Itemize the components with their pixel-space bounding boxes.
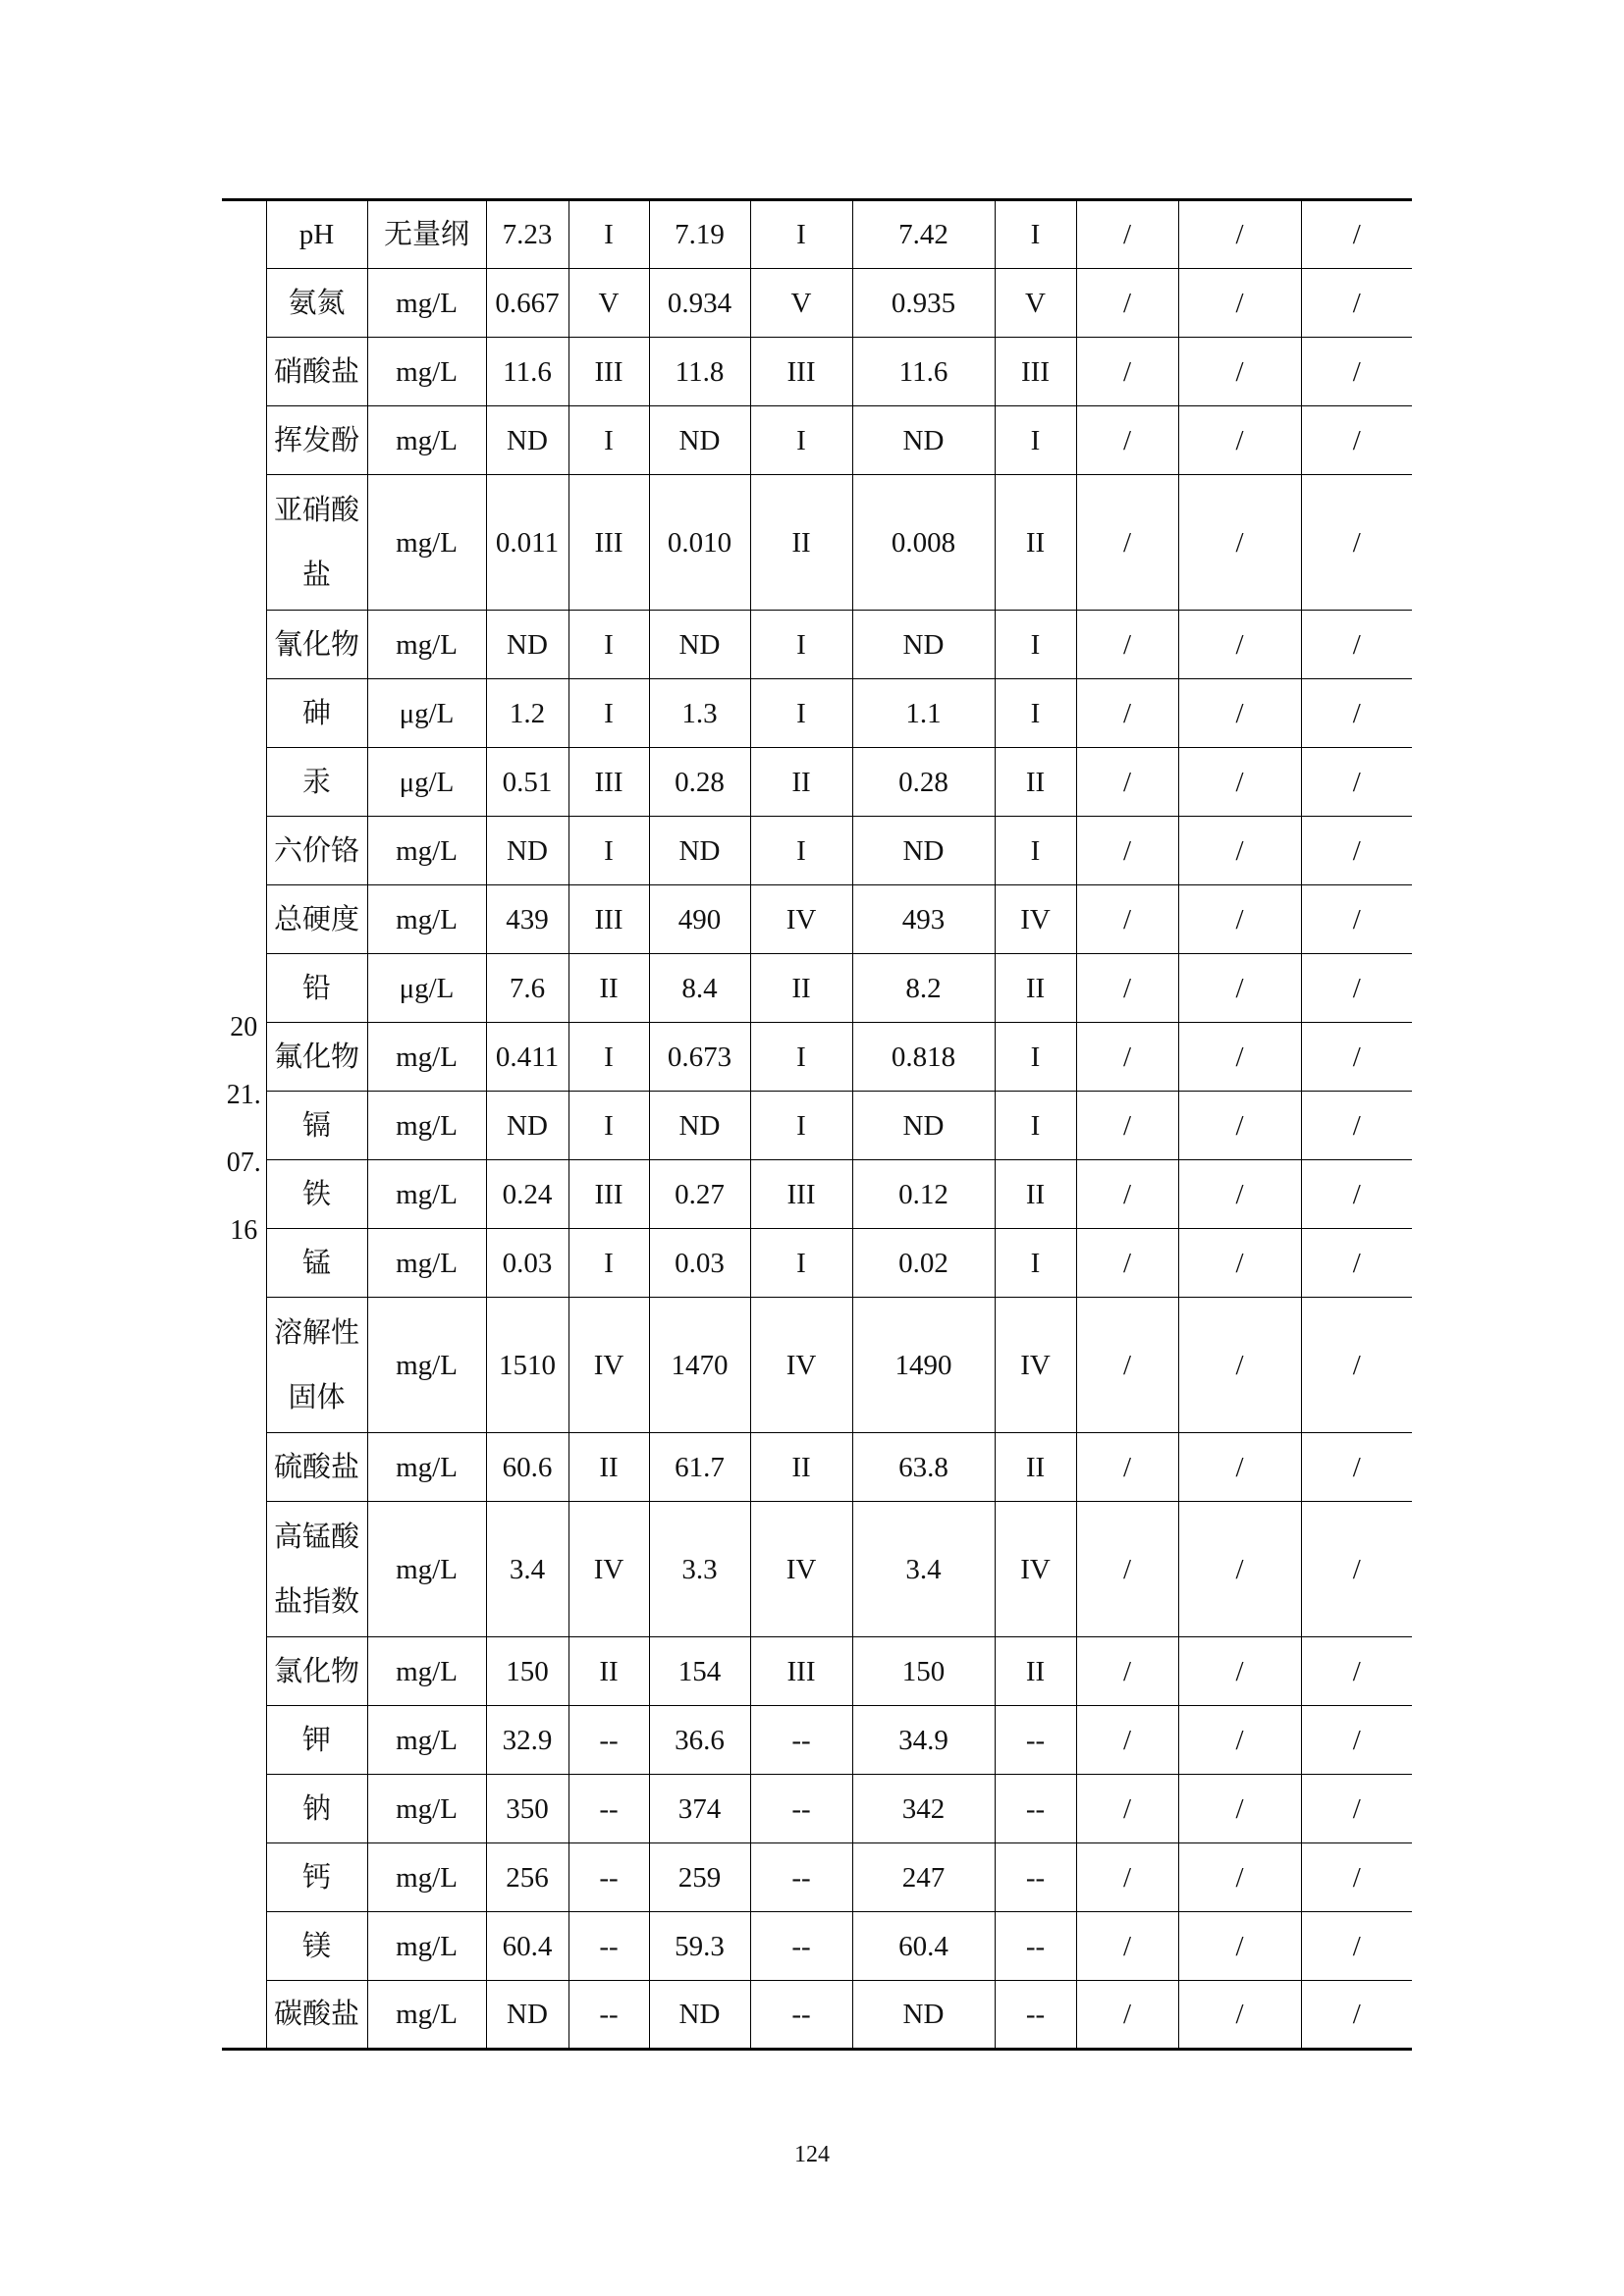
- class-cell: I: [750, 1092, 852, 1160]
- parameter-cell: 钙: [266, 1843, 367, 1912]
- unit-cell: mg/L: [367, 1433, 486, 1502]
- value-cell: ND: [852, 1092, 995, 1160]
- value-cell: 59.3: [649, 1912, 750, 1981]
- empty-cell: /: [1076, 748, 1178, 817]
- parameter-cell: 亚硝酸 盐: [266, 475, 367, 611]
- unit-cell: mg/L: [367, 1298, 486, 1433]
- unit-cell: mg/L: [367, 1775, 486, 1843]
- empty-cell: /: [1076, 1981, 1178, 2050]
- value-cell: 1.2: [486, 679, 568, 748]
- value-cell: ND: [486, 1981, 568, 2050]
- value-cell: 439: [486, 885, 568, 954]
- empty-cell: /: [1076, 885, 1178, 954]
- value-cell: ND: [486, 611, 568, 679]
- table-row: [222, 885, 1412, 954]
- value-cell: 0.011: [486, 475, 568, 611]
- table-row: [222, 1637, 1412, 1706]
- unit-cell: mg/L: [367, 611, 486, 679]
- class-cell: II: [750, 954, 852, 1023]
- empty-cell: /: [1301, 1912, 1412, 1981]
- value-cell: 11.6: [486, 338, 568, 406]
- value-cell: 61.7: [649, 1433, 750, 1502]
- class-cell: II: [568, 954, 649, 1023]
- value-cell: ND: [486, 1092, 568, 1160]
- value-cell: ND: [649, 1092, 750, 1160]
- value-cell: 0.24: [486, 1160, 568, 1229]
- value-cell: 60.6: [486, 1433, 568, 1502]
- value-cell: 32.9: [486, 1706, 568, 1775]
- class-cell: --: [995, 1843, 1076, 1912]
- table-row: [222, 338, 1412, 406]
- value-cell: 1490: [852, 1298, 995, 1433]
- class-cell: III: [750, 1160, 852, 1229]
- sampling-date-cell: [222, 200, 266, 2050]
- value-cell: 0.02: [852, 1229, 995, 1298]
- empty-cell: /: [1178, 1160, 1301, 1229]
- class-cell: IV: [995, 885, 1076, 954]
- value-cell: ND: [649, 817, 750, 885]
- empty-cell: /: [1178, 1298, 1301, 1433]
- unit-cell: mg/L: [367, 406, 486, 475]
- value-cell: 0.27: [649, 1160, 750, 1229]
- page-number: 124: [794, 2142, 830, 2167]
- table-row: [222, 1775, 1412, 1843]
- class-cell: I: [568, 406, 649, 475]
- empty-cell: /: [1076, 1092, 1178, 1160]
- empty-cell: /: [1076, 954, 1178, 1023]
- class-cell: I: [995, 817, 1076, 885]
- empty-cell: /: [1076, 1160, 1178, 1229]
- empty-cell: /: [1076, 269, 1178, 338]
- value-cell: ND: [852, 817, 995, 885]
- unit-cell: mg/L: [367, 885, 486, 954]
- value-cell: 0.673: [649, 1023, 750, 1092]
- unit-cell: mg/L: [367, 1023, 486, 1092]
- class-cell: IV: [750, 885, 852, 954]
- empty-cell: /: [1076, 1023, 1178, 1092]
- empty-cell: /: [1178, 1502, 1301, 1637]
- class-cell: III: [568, 885, 649, 954]
- unit-cell: μg/L: [367, 748, 486, 817]
- table-row: [222, 1160, 1412, 1229]
- empty-cell: /: [1178, 1775, 1301, 1843]
- table-row: [222, 1229, 1412, 1298]
- empty-cell: /: [1301, 200, 1412, 269]
- parameter-cell: 硝酸盐: [266, 338, 367, 406]
- class-cell: IV: [995, 1298, 1076, 1433]
- empty-cell: /: [1301, 1775, 1412, 1843]
- unit-cell: mg/L: [367, 1229, 486, 1298]
- class-cell: --: [750, 1843, 852, 1912]
- class-cell: I: [568, 200, 649, 269]
- class-cell: I: [750, 406, 852, 475]
- empty-cell: /: [1301, 1706, 1412, 1775]
- class-cell: --: [568, 1843, 649, 1912]
- value-cell: 0.03: [486, 1229, 568, 1298]
- empty-cell: /: [1076, 1843, 1178, 1912]
- unit-cell: mg/L: [367, 1981, 486, 2050]
- value-cell: 7.42: [852, 200, 995, 269]
- parameter-cell: 氨氮: [266, 269, 367, 338]
- value-cell: 11.8: [649, 338, 750, 406]
- class-cell: I: [995, 611, 1076, 679]
- empty-cell: /: [1301, 269, 1412, 338]
- class-cell: --: [995, 1775, 1076, 1843]
- value-cell: 0.935: [852, 269, 995, 338]
- value-cell: 60.4: [852, 1912, 995, 1981]
- empty-cell: /: [1076, 1637, 1178, 1706]
- value-cell: 1510: [486, 1298, 568, 1433]
- class-cell: III: [995, 338, 1076, 406]
- value-cell: 0.934: [649, 269, 750, 338]
- empty-cell: /: [1076, 611, 1178, 679]
- class-cell: --: [750, 1706, 852, 1775]
- value-cell: 0.411: [486, 1023, 568, 1092]
- class-cell: I: [750, 1229, 852, 1298]
- empty-cell: /: [1178, 1843, 1301, 1912]
- empty-cell: /: [1178, 611, 1301, 679]
- water-quality-table: [222, 198, 1412, 2051]
- value-cell: 0.008: [852, 475, 995, 611]
- class-cell: II: [750, 1433, 852, 1502]
- value-cell: 1.3: [649, 679, 750, 748]
- class-cell: IV: [750, 1502, 852, 1637]
- class-cell: II: [995, 748, 1076, 817]
- class-cell: V: [568, 269, 649, 338]
- class-cell: --: [750, 1912, 852, 1981]
- class-cell: III: [750, 1637, 852, 1706]
- empty-cell: /: [1076, 1229, 1178, 1298]
- class-cell: II: [995, 954, 1076, 1023]
- table-row: [222, 1433, 1412, 1502]
- parameter-cell: 锰: [266, 1229, 367, 1298]
- empty-cell: /: [1301, 748, 1412, 817]
- class-cell: I: [568, 817, 649, 885]
- table-row: [222, 1502, 1412, 1637]
- empty-cell: /: [1301, 954, 1412, 1023]
- empty-cell: /: [1178, 817, 1301, 885]
- parameter-cell: 铅: [266, 954, 367, 1023]
- class-cell: II: [995, 1160, 1076, 1229]
- empty-cell: /: [1076, 1912, 1178, 1981]
- value-cell: 259: [649, 1843, 750, 1912]
- class-cell: I: [995, 1023, 1076, 1092]
- value-cell: ND: [649, 611, 750, 679]
- value-cell: 3.4: [486, 1502, 568, 1637]
- table-row: [222, 611, 1412, 679]
- value-cell: 256: [486, 1843, 568, 1912]
- parameter-cell: 六价铬: [266, 817, 367, 885]
- parameter-cell: 钾: [266, 1706, 367, 1775]
- empty-cell: /: [1076, 1706, 1178, 1775]
- table-row: [222, 1298, 1412, 1433]
- table-row: [222, 1092, 1412, 1160]
- unit-cell: mg/L: [367, 1637, 486, 1706]
- parameter-cell: 溶解性 固体: [266, 1298, 367, 1433]
- value-cell: 342: [852, 1775, 995, 1843]
- unit-cell: mg/L: [367, 1912, 486, 1981]
- class-cell: I: [568, 1023, 649, 1092]
- value-cell: 60.4: [486, 1912, 568, 1981]
- table-row: [222, 1843, 1412, 1912]
- parameter-cell: 氟化物: [266, 1023, 367, 1092]
- unit-cell: mg/L: [367, 1092, 486, 1160]
- sampling-date-line: 21.: [226, 1079, 261, 1110]
- empty-cell: /: [1301, 1229, 1412, 1298]
- value-cell: 1470: [649, 1298, 750, 1433]
- class-cell: II: [995, 1433, 1076, 1502]
- value-cell: ND: [649, 1981, 750, 2050]
- class-cell: II: [995, 1637, 1076, 1706]
- class-cell: IV: [568, 1298, 649, 1433]
- empty-cell: /: [1178, 1229, 1301, 1298]
- class-cell: IV: [750, 1298, 852, 1433]
- empty-cell: /: [1301, 679, 1412, 748]
- sampling-date-line: 20: [230, 1011, 258, 1042]
- empty-cell: /: [1301, 1160, 1412, 1229]
- empty-cell: /: [1301, 885, 1412, 954]
- class-cell: --: [995, 1912, 1076, 1981]
- empty-cell: /: [1301, 406, 1412, 475]
- empty-cell: /: [1178, 1912, 1301, 1981]
- parameter-cell: 汞: [266, 748, 367, 817]
- class-cell: III: [568, 475, 649, 611]
- value-cell: ND: [649, 406, 750, 475]
- class-cell: I: [568, 611, 649, 679]
- unit-cell: mg/L: [367, 338, 486, 406]
- empty-cell: /: [1076, 1502, 1178, 1637]
- sampling-date-line: 07.: [226, 1147, 261, 1178]
- value-cell: 7.6: [486, 954, 568, 1023]
- empty-cell: /: [1178, 1637, 1301, 1706]
- table-row: [222, 475, 1412, 611]
- empty-cell: /: [1178, 885, 1301, 954]
- class-cell: II: [568, 1433, 649, 1502]
- empty-cell: /: [1178, 954, 1301, 1023]
- class-cell: III: [750, 338, 852, 406]
- class-cell: I: [750, 817, 852, 885]
- value-cell: 36.6: [649, 1706, 750, 1775]
- unit-cell: 无量纲: [367, 200, 486, 269]
- unit-cell: mg/L: [367, 1843, 486, 1912]
- class-cell: IV: [995, 1502, 1076, 1637]
- value-cell: 3.4: [852, 1502, 995, 1637]
- class-cell: I: [995, 1092, 1076, 1160]
- table-row: [222, 1023, 1412, 1092]
- parameter-cell: 高锰酸 盐指数: [266, 1502, 367, 1637]
- class-cell: --: [568, 1706, 649, 1775]
- parameter-cell: 镁: [266, 1912, 367, 1981]
- value-cell: 0.667: [486, 269, 568, 338]
- table-row: [222, 269, 1412, 338]
- empty-cell: /: [1178, 748, 1301, 817]
- table-row: [222, 817, 1412, 885]
- empty-cell: /: [1301, 611, 1412, 679]
- empty-cell: /: [1301, 338, 1412, 406]
- table-row: [222, 406, 1412, 475]
- value-cell: ND: [486, 406, 568, 475]
- parameter-cell: 钠: [266, 1775, 367, 1843]
- class-cell: --: [568, 1775, 649, 1843]
- class-cell: III: [568, 748, 649, 817]
- table-row: [222, 679, 1412, 748]
- value-cell: 374: [649, 1775, 750, 1843]
- class-cell: --: [750, 1775, 852, 1843]
- value-cell: 7.19: [649, 200, 750, 269]
- value-cell: 8.4: [649, 954, 750, 1023]
- class-cell: III: [568, 1160, 649, 1229]
- class-cell: I: [995, 1229, 1076, 1298]
- value-cell: 63.8: [852, 1433, 995, 1502]
- value-cell: 154: [649, 1637, 750, 1706]
- empty-cell: /: [1301, 817, 1412, 885]
- empty-cell: /: [1076, 406, 1178, 475]
- parameter-cell: 砷: [266, 679, 367, 748]
- empty-cell: /: [1076, 1775, 1178, 1843]
- value-cell: 0.03: [649, 1229, 750, 1298]
- value-cell: 493: [852, 885, 995, 954]
- value-cell: 0.51: [486, 748, 568, 817]
- empty-cell: /: [1076, 200, 1178, 269]
- empty-cell: /: [1178, 200, 1301, 269]
- class-cell: III: [568, 338, 649, 406]
- unit-cell: mg/L: [367, 269, 486, 338]
- parameter-cell: 氯化物: [266, 1637, 367, 1706]
- class-cell: V: [750, 269, 852, 338]
- class-cell: --: [750, 1981, 852, 2050]
- empty-cell: /: [1178, 1706, 1301, 1775]
- table-row: [222, 954, 1412, 1023]
- empty-cell: /: [1076, 338, 1178, 406]
- empty-cell: /: [1178, 1981, 1301, 2050]
- table-row: [222, 1981, 1412, 2050]
- value-cell: 34.9: [852, 1706, 995, 1775]
- class-cell: --: [568, 1912, 649, 1981]
- class-cell: I: [568, 1092, 649, 1160]
- empty-cell: /: [1076, 679, 1178, 748]
- class-cell: II: [568, 1637, 649, 1706]
- parameter-cell: pH: [266, 200, 367, 269]
- unit-cell: mg/L: [367, 1706, 486, 1775]
- parameter-cell: 挥发酚: [266, 406, 367, 475]
- value-cell: 11.6: [852, 338, 995, 406]
- class-cell: --: [995, 1706, 1076, 1775]
- value-cell: 247: [852, 1843, 995, 1912]
- empty-cell: /: [1301, 1502, 1412, 1637]
- class-cell: --: [995, 1981, 1076, 2050]
- class-cell: I: [995, 679, 1076, 748]
- empty-cell: /: [1178, 269, 1301, 338]
- table-row: [222, 1706, 1412, 1775]
- value-cell: 8.2: [852, 954, 995, 1023]
- value-cell: ND: [852, 406, 995, 475]
- value-cell: 150: [486, 1637, 568, 1706]
- class-cell: I: [750, 200, 852, 269]
- empty-cell: /: [1178, 1023, 1301, 1092]
- empty-cell: /: [1301, 1637, 1412, 1706]
- value-cell: 0.12: [852, 1160, 995, 1229]
- value-cell: 7.23: [486, 200, 568, 269]
- empty-cell: /: [1178, 679, 1301, 748]
- class-cell: IV: [568, 1502, 649, 1637]
- empty-cell: /: [1301, 1843, 1412, 1912]
- class-cell: I: [995, 200, 1076, 269]
- value-cell: ND: [486, 817, 568, 885]
- empty-cell: /: [1178, 406, 1301, 475]
- parameter-cell: 镉: [266, 1092, 367, 1160]
- value-cell: 3.3: [649, 1502, 750, 1637]
- empty-cell: /: [1076, 817, 1178, 885]
- value-cell: 350: [486, 1775, 568, 1843]
- unit-cell: mg/L: [367, 1502, 486, 1637]
- table-row: [222, 1912, 1412, 1981]
- unit-cell: μg/L: [367, 954, 486, 1023]
- value-cell: 1.1: [852, 679, 995, 748]
- class-cell: I: [568, 679, 649, 748]
- class-cell: I: [750, 1023, 852, 1092]
- parameter-cell: 氰化物: [266, 611, 367, 679]
- parameter-cell: 总硬度: [266, 885, 367, 954]
- class-cell: I: [995, 406, 1076, 475]
- table-row: [222, 200, 1412, 269]
- value-cell: 0.28: [852, 748, 995, 817]
- empty-cell: /: [1076, 1298, 1178, 1433]
- unit-cell: mg/L: [367, 475, 486, 611]
- value-cell: ND: [852, 1981, 995, 2050]
- value-cell: 0.28: [649, 748, 750, 817]
- empty-cell: /: [1301, 1433, 1412, 1502]
- sampling-date-line: 16: [230, 1214, 258, 1246]
- value-cell: 0.010: [649, 475, 750, 611]
- parameter-cell: 碳酸盐: [266, 1981, 367, 2050]
- value-cell: 0.818: [852, 1023, 995, 1092]
- unit-cell: μg/L: [367, 679, 486, 748]
- empty-cell: /: [1301, 1023, 1412, 1092]
- value-cell: 490: [649, 885, 750, 954]
- value-cell: 150: [852, 1637, 995, 1706]
- empty-cell: /: [1178, 1092, 1301, 1160]
- class-cell: I: [568, 1229, 649, 1298]
- class-cell: II: [750, 748, 852, 817]
- empty-cell: /: [1178, 1433, 1301, 1502]
- unit-cell: mg/L: [367, 1160, 486, 1229]
- empty-cell: /: [1076, 475, 1178, 611]
- empty-cell: /: [1301, 1298, 1412, 1433]
- class-cell: I: [750, 679, 852, 748]
- empty-cell: /: [1301, 1092, 1412, 1160]
- class-cell: I: [750, 611, 852, 679]
- value-cell: ND: [852, 611, 995, 679]
- empty-cell: /: [1301, 475, 1412, 611]
- empty-cell: /: [1178, 338, 1301, 406]
- parameter-cell: 硫酸盐: [266, 1433, 367, 1502]
- empty-cell: /: [1352, 1999, 1361, 2030]
- class-cell: --: [568, 1981, 649, 2050]
- parameter-cell: 铁: [266, 1160, 367, 1229]
- empty-cell: /: [1178, 475, 1301, 611]
- class-cell: II: [995, 475, 1076, 611]
- unit-cell: mg/L: [367, 817, 486, 885]
- class-cell: II: [750, 475, 852, 611]
- empty-cell: /: [1076, 1433, 1178, 1502]
- table-row: [222, 748, 1412, 817]
- class-cell: V: [995, 269, 1076, 338]
